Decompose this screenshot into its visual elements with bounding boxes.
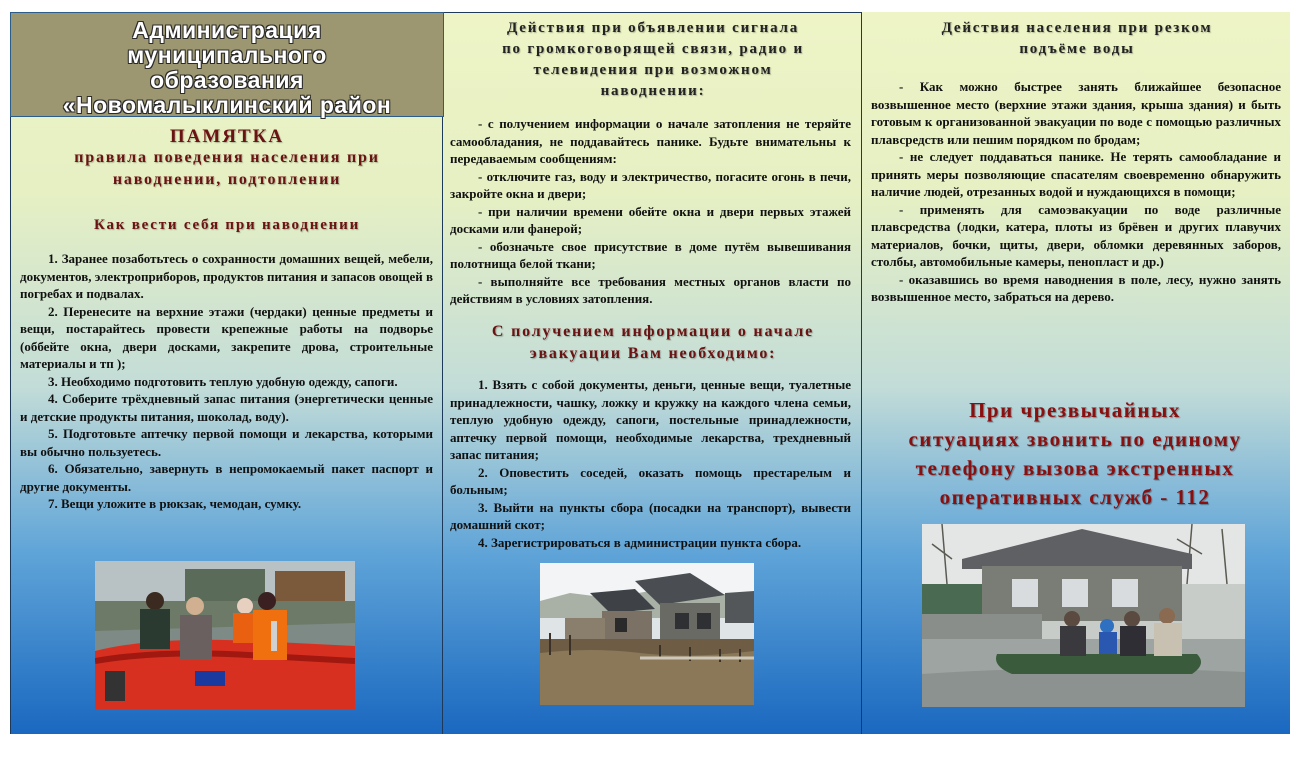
evacuation-title-line-2: эвакуации Вам необходимо: xyxy=(529,345,777,362)
list-item: 4. Зарегистрироваться в администрации пункта сбора. xyxy=(478,534,802,550)
list-item: 2. Оповестить соседей, оказать помощь престарелым и больным; xyxy=(450,464,851,497)
list-item: 3. Необходимо подготовить теплую удобную одежду, сапоги. xyxy=(48,373,398,389)
list-item: - с получением информации о начале затопления не теряйте самообладания, не поддавайтесь панике. Будьте внимательны к передаваемым сообщениям: xyxy=(450,116,851,166)
section-title-flood: Как вести себя при наводнении xyxy=(93,217,361,233)
evacuation-actions-list xyxy=(450,376,851,551)
administration-header xyxy=(10,12,444,117)
list-item: - не следует поддаваться панике. Не терять самообладание и принять меры позволяющие спасателям своевременно обнаружить наличие людей, отрезанных водой и нуждающихся в помощи; xyxy=(871,149,1281,199)
list-item: 1. Заранее позаботьтесь о сохранности домашних вещей, мебели, документов, электроприборов, продуктов питания и запасов овощей в погребах и подвалах. xyxy=(20,251,433,301)
list-item: - применять для самоэвакуации по воде различные плавсредства (лодки, катера, плоты из брёвен и других плавучих материалов, бочки, щиты, двери, обломки деревянных заборов, столбы, автомобильные камеры, пенопласт и др.) xyxy=(871,201,1281,269)
emergency-call-line-2: ситуациях звонить по единому xyxy=(908,427,1242,451)
list-item: 6. Обязательно, завернуть в непромокаемый пакет паспорт и другие документы. xyxy=(20,461,433,494)
list-item: 2. Перенесите на верхние этажи (чердаки) ценные предметы и вещи, постарайтесь провести крепежные работы на подворье (оббейте окна, двери досками, закрепите дрова, строительные материалы и тп ); xyxy=(20,303,433,371)
list-item: - оказавшись во время наводнения в поле, лесу, нужно занять возвышенное место, забраться на дерево. xyxy=(871,271,1281,304)
list-item: 4. Соберите трёхдневный запас питания (энергетически ценные и детские продукты питания, шоколад, воду). xyxy=(20,391,433,424)
signal-title-line-1: Действия при объявлении сигнала xyxy=(506,20,800,36)
signal-title-line-4: наводнении: xyxy=(600,83,706,99)
flood-instructions-list xyxy=(20,250,433,513)
header-line-2: муниципального xyxy=(127,42,327,68)
signal-title-line-2: по громкоговорящей связи, радио и xyxy=(502,41,804,57)
list-item: - выполняйте все требования местных органов власти по действиям в условиях затопления. xyxy=(450,273,851,306)
water-rise-actions-list xyxy=(871,78,1281,306)
emergency-call-line-4: оперативных служб - 112 xyxy=(939,485,1211,509)
evacuation-title-line-1: С получением информации о начале xyxy=(491,323,815,340)
emergency-call-line-1: При чрезвычайных xyxy=(969,398,1181,422)
list-item: - Как можно быстрее занять ближайшее безопасное возвышенное место (верхние этажи здания, крыша здания) и быть готовым к организованной эвакуации по воде с помощью различных плавсредств или пешим порядком по бродам; xyxy=(871,79,1281,147)
signal-actions-list xyxy=(450,115,851,308)
list-item: - при наличии времени обейте окна и двери первых этажей досками или фанерой; xyxy=(450,203,851,236)
signal-title-line-3: телевидения при возможном xyxy=(533,62,773,78)
rescue-boat-photo xyxy=(95,561,355,709)
list-item: 5. Подготовьте аптечку первой помощи и лекарства, которыми вы обычно пользуетесь. xyxy=(20,426,433,459)
list-item: - обозначьте свое присутствие в доме путём вывешивания полотнища белой ткани; xyxy=(450,238,851,271)
list-item: - отключите газ, воду и электричество, погасите огонь в печи, закройте окна и двери; xyxy=(450,168,851,201)
header-line-3: образования xyxy=(150,67,304,93)
emergency-call-line-3: телефону вызова экстренных xyxy=(915,456,1235,480)
memo-subtitle-line-1: правила поведения населения при xyxy=(74,149,380,166)
list-item: 7. Вещи уложите в рюкзак, чемодан, сумку. xyxy=(48,496,302,511)
water-rise-title-line-1: Действия населения при резком xyxy=(941,20,1213,36)
memo-subtitle-line-2: наводнении, подтоплении xyxy=(112,171,342,188)
header-line-4: «Новомалыклинский район xyxy=(62,92,392,118)
header-line-1: Администрация xyxy=(132,17,322,43)
list-item: 1. Взять с собой документы, деньги, ценные вещи, туалетные принадлежности, чашку, ложку и кружку на каждого члена семьи, теплую удобную одежду, сапоги, постельные принадлежности, аптечку первой помощи, необходимые лекарства, трехдневный запас питания; xyxy=(450,377,851,462)
memo-title: ПАМЯТКА xyxy=(169,126,285,147)
boat-evacuation-photo xyxy=(922,524,1245,707)
flooded-houses-photo xyxy=(540,563,754,705)
water-rise-title-line-2: подъёме воды xyxy=(1019,41,1135,57)
list-item: 3. Выйти на пункты сбора (посадки на транспорт), вывести домашний скот; xyxy=(450,499,851,532)
